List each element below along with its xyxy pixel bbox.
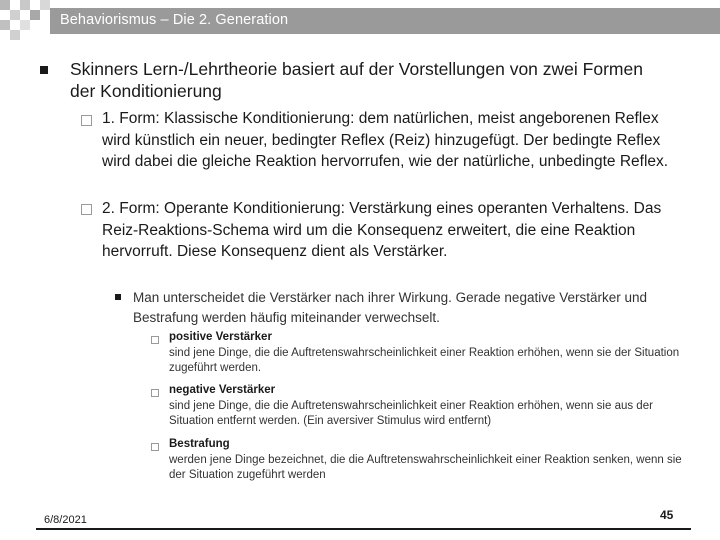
square-bullet-icon (40, 66, 48, 74)
decor-square (20, 0, 30, 10)
definition-term: positive Verstärker (169, 331, 272, 343)
detail-point: Man unterscheidet die Verstärker nach ihrer Wirkung. Gerade negative Verstärker und Bestrafung werden häufig miteinander verwechselt. (133, 290, 648, 325)
decor-square (30, 10, 40, 20)
main-point: Skinners Lern-/Lehrtheorie basiert auf der Vorstellungen von zwei Formen der Konditionierung (70, 59, 643, 101)
decor-square (20, 20, 30, 30)
square-bullet-icon (115, 294, 121, 300)
hollow-square-bullet-icon (81, 204, 92, 215)
definition-term: negative Verstärker (169, 384, 276, 396)
decor-square (10, 10, 20, 20)
hollow-square-bullet-icon (151, 389, 159, 397)
definition-negative (169, 383, 689, 430)
hollow-square-bullet-icon (151, 336, 159, 344)
footer-date: 6/8/2021 (44, 514, 87, 526)
definition-text: werden jene Dinge bezeichnet, die die Auftretenswahrscheinlichkeit einer Reaktion senken, wenn sie der Situation zugeführt werden (169, 453, 682, 481)
sub-point-2: 2. Form: Operante Konditionierung: Verstärkung eines operanten Verhaltens. Das Reiz-Reaktions-Schema wird um die Konsequenz erweitert, die eine Reaktion hervorruft. Diese Konsequenz dient als Verstärker. (102, 200, 662, 260)
decor-square (0, 0, 10, 10)
definition-term: Bestrafung (169, 438, 230, 450)
decor-square (0, 20, 10, 30)
page-number: 45 (660, 508, 674, 522)
title-bar (0, 0, 720, 40)
footer-divider (36, 528, 691, 530)
slide-title: Behaviorismus – Die 2. Generation (60, 12, 289, 28)
definition-positive (169, 330, 689, 377)
decor-square (40, 0, 50, 10)
definition-text: sind jene Dinge, die die Auftretenswahrscheinlichkeit einer Reaktion erhöhen, wenn sie aus der Situation entfernt werden. (Ein aversiver Stimulus wird entfernt) (169, 399, 653, 427)
sub-point-1: 1. Form: Klassische Konditionierung: dem natürlichen, meist angeborenen Reflex wird künstlich ein neuer, bedingter Reflex (Reiz) hinzugefügt. Der bedingte Reflex wird dabei die gleiche Reaktion hervorrufen, wie der natürliche, unbedingte Reflex. (102, 110, 669, 170)
definition-text: sind jene Dinge, die die Auftretenswahrscheinlichkeit einer Reaktion erhöhen, wenn sie der Situation zugeführt werden. (169, 346, 680, 374)
decor-square (10, 30, 20, 40)
hollow-square-bullet-icon (151, 443, 159, 451)
hollow-square-bullet-icon (81, 115, 92, 126)
definition-punishment (169, 437, 689, 484)
